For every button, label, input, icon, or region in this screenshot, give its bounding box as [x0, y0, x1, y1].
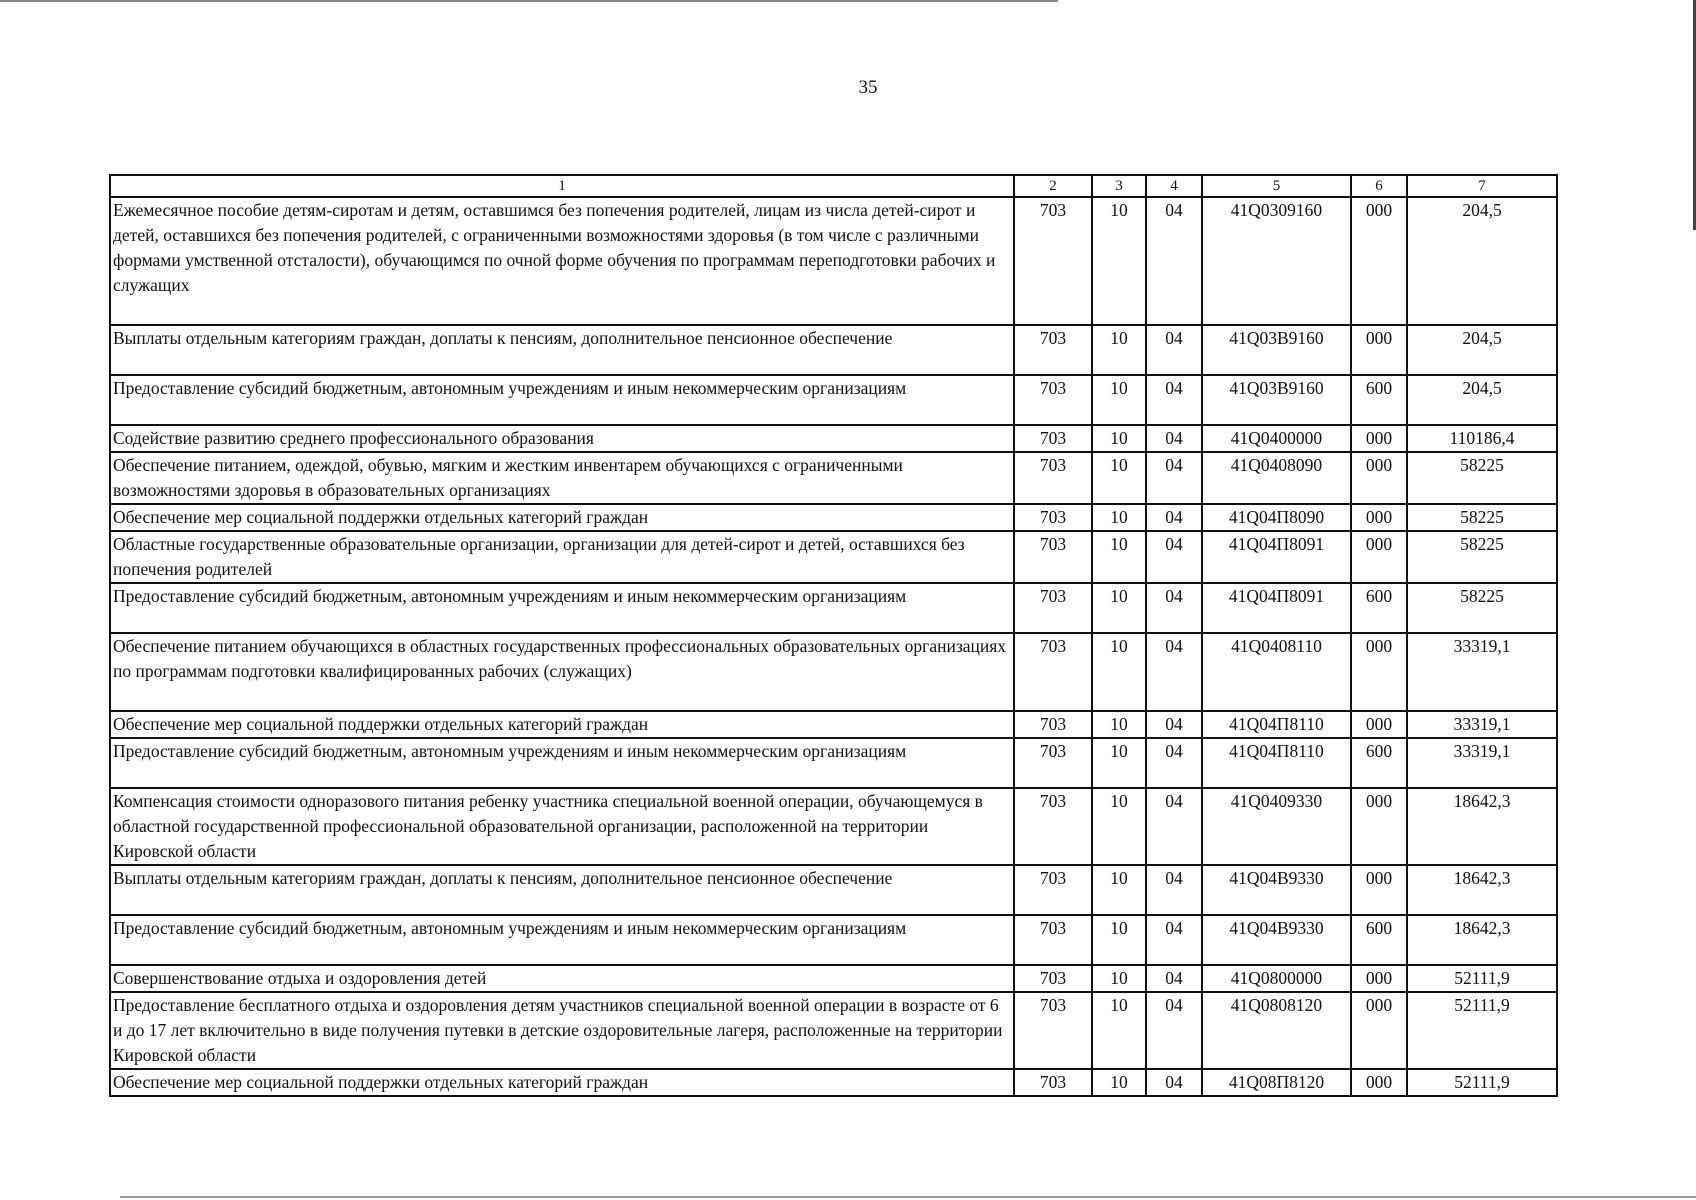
row-amount: 52111,9	[1407, 992, 1557, 1069]
column-header: 4	[1146, 175, 1202, 197]
row-amount: 204,5	[1407, 325, 1557, 375]
row-amount: 58225	[1407, 452, 1557, 504]
row-code-target: 41Q04П8091	[1202, 531, 1351, 583]
row-code-expense-type: 000	[1351, 788, 1407, 865]
table-header-row	[110, 175, 1557, 197]
table-row	[110, 325, 1557, 375]
table-row	[110, 425, 1557, 452]
row-code-subsection: 04	[1146, 197, 1202, 325]
budget-table	[109, 174, 1558, 1097]
row-code-target: 41Q03B9160	[1202, 325, 1351, 375]
column-header: 1	[110, 175, 1014, 197]
row-code-ministry: 703	[1014, 633, 1092, 711]
row-code-target: 41Q0808120	[1202, 992, 1351, 1069]
row-code-subsection: 04	[1146, 452, 1202, 504]
row-code-section: 10	[1092, 197, 1146, 325]
row-description: Предоставление бесплатного отдыха и оздоровления детям участников специальной военной операции в возрасте от 6 и до 17 лет включительно в виде получения путевки в детские оздоровительные лагеря, расположенные на территории Кировской области	[110, 992, 1014, 1069]
table-row	[110, 992, 1557, 1069]
budget-table-container	[109, 174, 1556, 1097]
table-row	[110, 738, 1557, 788]
row-code-expense-type: 600	[1351, 375, 1407, 425]
row-code-section: 10	[1092, 583, 1146, 633]
table-row	[110, 531, 1557, 583]
table-row	[110, 583, 1557, 633]
row-code-section: 10	[1092, 531, 1146, 583]
row-code-expense-type: 600	[1351, 915, 1407, 965]
row-description: Предоставление субсидий бюджетным, автономным учреждениям и иным некоммерческим организациям	[110, 915, 1014, 965]
row-code-subsection: 04	[1146, 865, 1202, 915]
row-code-expense-type: 000	[1351, 531, 1407, 583]
row-code-ministry: 703	[1014, 583, 1092, 633]
row-description: Обеспечение мер социальной поддержки отдельных категорий граждан	[110, 1069, 1014, 1096]
row-code-expense-type: 000	[1351, 325, 1407, 375]
row-code-section: 10	[1092, 452, 1146, 504]
row-code-section: 10	[1092, 965, 1146, 992]
row-code-ministry: 703	[1014, 1069, 1092, 1096]
row-code-subsection: 04	[1146, 325, 1202, 375]
row-amount: 18642,3	[1407, 865, 1557, 915]
row-amount: 110186,4	[1407, 425, 1557, 452]
row-amount: 204,5	[1407, 375, 1557, 425]
row-code-target: 41Q04П8090	[1202, 504, 1351, 531]
row-code-target: 41Q03B9160	[1202, 375, 1351, 425]
row-code-expense-type: 000	[1351, 992, 1407, 1069]
row-amount: 33319,1	[1407, 738, 1557, 788]
row-amount: 58225	[1407, 583, 1557, 633]
row-code-ministry: 703	[1014, 197, 1092, 325]
row-code-section: 10	[1092, 738, 1146, 788]
row-code-section: 10	[1092, 788, 1146, 865]
row-code-section: 10	[1092, 504, 1146, 531]
column-header: 5	[1202, 175, 1351, 197]
row-code-section: 10	[1092, 425, 1146, 452]
row-code-ministry: 703	[1014, 452, 1092, 504]
column-header: 2	[1014, 175, 1092, 197]
row-description: Обеспечение питанием, одеждой, обувью, мягким и жестким инвентарем обучающихся с ограниченными возможностями здоровья в образовательных организациях	[110, 452, 1014, 504]
table-row	[110, 711, 1557, 738]
row-code-section: 10	[1092, 711, 1146, 738]
column-header: 7	[1407, 175, 1557, 197]
row-description: Выплаты отдельным категориям граждан, доплаты к пенсиям, дополнительное пенсионное обеспечение	[110, 325, 1014, 375]
table-row	[110, 504, 1557, 531]
row-code-section: 10	[1092, 1069, 1146, 1096]
row-code-expense-type: 000	[1351, 965, 1407, 992]
row-code-expense-type: 000	[1351, 865, 1407, 915]
row-code-section: 10	[1092, 992, 1146, 1069]
row-code-expense-type: 600	[1351, 583, 1407, 633]
row-code-section: 10	[1092, 375, 1146, 425]
row-description: Обеспечение мер социальной поддержки отдельных категорий граждан	[110, 504, 1014, 531]
row-code-expense-type: 000	[1351, 452, 1407, 504]
scan-border-top	[0, 0, 1058, 2]
page-number: 35	[858, 77, 878, 98]
row-code-ministry: 703	[1014, 965, 1092, 992]
row-code-subsection: 04	[1146, 425, 1202, 452]
row-code-target: 41Q0408110	[1202, 633, 1351, 711]
row-code-subsection: 04	[1146, 504, 1202, 531]
table-row	[110, 375, 1557, 425]
row-description: Компенсация стоимости одноразового питания ребенку участника специальной военной операции, обучающемуся в областной государственной профессиональной образовательной организации, расположенной на территории Кировской области	[110, 788, 1014, 865]
row-code-expense-type: 000	[1351, 633, 1407, 711]
row-code-subsection: 04	[1146, 738, 1202, 788]
row-code-target: 41Q0400000	[1202, 425, 1351, 452]
row-code-target: 41Q04П8110	[1202, 711, 1351, 738]
row-amount: 52111,9	[1407, 965, 1557, 992]
row-code-section: 10	[1092, 325, 1146, 375]
row-code-target: 41Q0800000	[1202, 965, 1351, 992]
row-code-target: 41Q0409330	[1202, 788, 1351, 865]
row-code-subsection: 04	[1146, 633, 1202, 711]
row-code-subsection: 04	[1146, 915, 1202, 965]
table-row	[110, 915, 1557, 965]
row-code-ministry: 703	[1014, 504, 1092, 531]
row-code-target: 41Q04B9330	[1202, 915, 1351, 965]
row-code-section: 10	[1092, 915, 1146, 965]
row-description: Предоставление субсидий бюджетным, автономным учреждениям и иным некоммерческим организациям	[110, 738, 1014, 788]
row-code-ministry: 703	[1014, 375, 1092, 425]
row-code-ministry: 703	[1014, 531, 1092, 583]
table-row	[110, 788, 1557, 865]
row-code-target: 41Q04B9330	[1202, 865, 1351, 915]
column-header: 6	[1351, 175, 1407, 197]
row-code-ministry: 703	[1014, 738, 1092, 788]
row-code-expense-type: 000	[1351, 711, 1407, 738]
table-row	[110, 633, 1557, 711]
table-row	[110, 965, 1557, 992]
table-row	[110, 452, 1557, 504]
row-code-subsection: 04	[1146, 375, 1202, 425]
row-code-subsection: 04	[1146, 583, 1202, 633]
row-code-subsection: 04	[1146, 711, 1202, 738]
row-description: Совершенствование отдыха и оздоровления детей	[110, 965, 1014, 992]
table-body	[110, 197, 1557, 1096]
row-description: Содействие развитию среднего профессионального образования	[110, 425, 1014, 452]
row-description: Обеспечение питанием обучающихся в областных государственных профессиональных образовательных организациях по программам подготовки квалифицированных рабочих (служащих)	[110, 633, 1014, 711]
row-code-expense-type: 000	[1351, 504, 1407, 531]
row-code-ministry: 703	[1014, 992, 1092, 1069]
row-code-ministry: 703	[1014, 788, 1092, 865]
scan-border-bottom	[120, 1196, 1696, 1198]
row-code-ministry: 703	[1014, 915, 1092, 965]
row-code-section: 10	[1092, 633, 1146, 711]
row-code-expense-type: 000	[1351, 1069, 1407, 1096]
table-row	[110, 197, 1557, 325]
row-code-ministry: 703	[1014, 425, 1092, 452]
row-code-target: 41Q0408090	[1202, 452, 1351, 504]
row-amount: 204,5	[1407, 197, 1557, 325]
row-code-target: 41Q04П8110	[1202, 738, 1351, 788]
row-code-section: 10	[1092, 865, 1146, 915]
row-code-subsection: 04	[1146, 788, 1202, 865]
row-description: Предоставление субсидий бюджетным, автономным учреждениям и иным некоммерческим организациям	[110, 375, 1014, 425]
row-code-ministry: 703	[1014, 865, 1092, 915]
row-code-expense-type: 000	[1351, 425, 1407, 452]
row-code-expense-type: 000	[1351, 197, 1407, 325]
row-amount: 58225	[1407, 504, 1557, 531]
row-code-subsection: 04	[1146, 992, 1202, 1069]
row-code-subsection: 04	[1146, 531, 1202, 583]
row-description: Выплаты отдельным категориям граждан, доплаты к пенсиям, дополнительное пенсионное обеспечение	[110, 865, 1014, 915]
table-row	[110, 865, 1557, 915]
row-amount: 18642,3	[1407, 788, 1557, 865]
row-amount: 52111,9	[1407, 1069, 1557, 1096]
row-code-subsection: 04	[1146, 965, 1202, 992]
row-code-ministry: 703	[1014, 711, 1092, 738]
row-description: Предоставление субсидий бюджетным, автономным учреждениям и иным некоммерческим организациям	[110, 583, 1014, 633]
row-description: Ежемесячное пособие детям-сиротам и детям, оставшимся без попечения родителей, лицам из числа детей-сирот и детей, оставшихся без попечения родителей, с ограниченными возможностями здоровья (в том числе с различными формами умственной отсталости), обучающимся по очной форме обучения по программам переподготовки рабочих и служащих	[110, 197, 1014, 325]
row-code-target: 41Q04П8091	[1202, 583, 1351, 633]
row-code-target: 41Q0309160	[1202, 197, 1351, 325]
row-code-ministry: 703	[1014, 325, 1092, 375]
row-code-expense-type: 600	[1351, 738, 1407, 788]
row-code-target: 41Q08П8120	[1202, 1069, 1351, 1096]
column-header: 3	[1092, 175, 1146, 197]
row-amount: 18642,3	[1407, 915, 1557, 965]
table-row	[110, 1069, 1557, 1096]
row-amount: 33319,1	[1407, 633, 1557, 711]
row-description: Областные государственные образовательные организации, организации для детей-сирот и детей, оставшихся без попечения родителей	[110, 531, 1014, 583]
row-description: Обеспечение мер социальной поддержки отдельных категорий граждан	[110, 711, 1014, 738]
row-amount: 33319,1	[1407, 711, 1557, 738]
row-code-subsection: 04	[1146, 1069, 1202, 1096]
row-amount: 58225	[1407, 531, 1557, 583]
